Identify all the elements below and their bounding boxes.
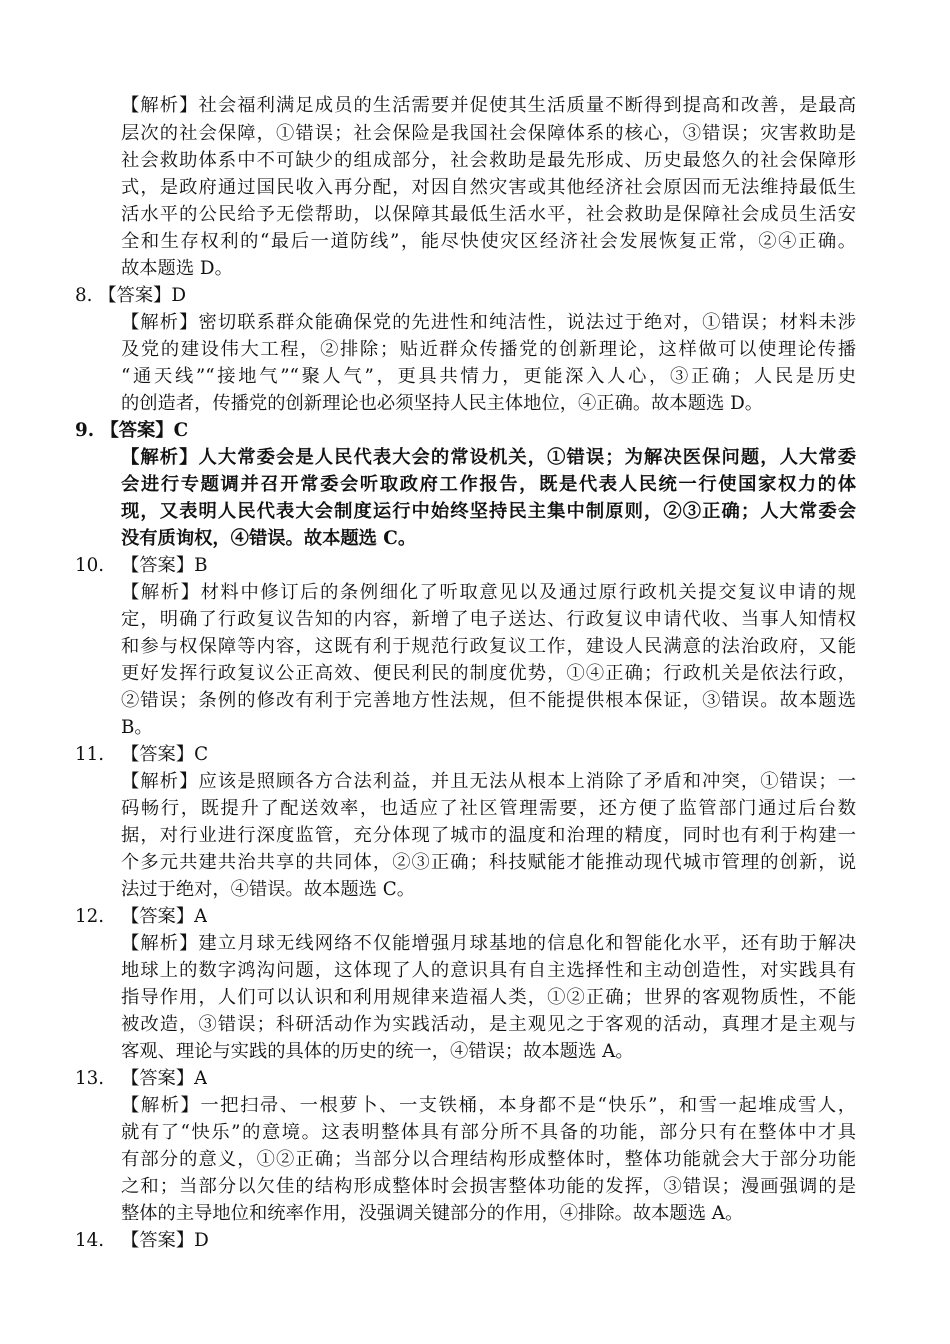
- item-10-analysis-line: 定，明确了行政复议告知的内容，新增了电子送达、行政复议申请代收、当事人知情权: [121, 609, 856, 630]
- item-11-number: 11.: [75, 744, 105, 765]
- item-7-analysis-line: 【解析】社会福利满足成员的生活需要并促使其生活质量不断得到提高和改善，是最高: [121, 95, 856, 116]
- item-9-analysis-line: 没有质询权，④错误。故本题选 C。: [121, 528, 417, 549]
- item-12-analysis-line: 被改造，③错误；科研活动作为实践活动，是主观见之于客观的活动，真理才是主观与: [121, 1014, 856, 1035]
- item-12-analysis-line: 客观、理论与实践的具体的历史的统一，④错误；故本题选 A。: [121, 1041, 634, 1062]
- item-9-analysis-line: 现，又表明人民代表大会制度运行中始终坚持民主集中制原则，②③正确；人大常委会: [121, 501, 856, 522]
- item-9-answer-header: 9. 【答案】C: [75, 420, 189, 441]
- item-13-answer: 【答案】A: [121, 1068, 208, 1089]
- item-7-analysis-line: 式，是政府通过国民收入再分配，对因自然灾害或其他经济社会原因而无法维持最低生: [121, 177, 856, 198]
- item-14-number: 14.: [75, 1230, 105, 1251]
- item-11-analysis-line: 码畅行，既提升了配送效率，也适应了社区管理需要，还方便了监管部门通过后台数: [121, 798, 856, 819]
- item-8-answer-header: 8. 【答案】D: [75, 285, 187, 306]
- item-8-analysis-line: 及党的建设伟大工程，②排除；贴近群众传播党的创新理论，这样做可以使理论传播: [121, 339, 856, 360]
- item-13-number: 13.: [75, 1068, 105, 1089]
- item-12-analysis-line: 指导作用，人们可以认识和利用规律来造福人类，①②正确；世界的客观物质性，不能: [121, 987, 856, 1008]
- item-8-analysis-line: “通天线”“接地气”“聚人气”，更具共情力，更能深入人心，③正确；人民是历史: [121, 366, 856, 387]
- item-10-answer: 【答案】B: [121, 555, 208, 576]
- item-12-answer: 【答案】A: [121, 906, 208, 927]
- item-13-analysis-line: 【解析】一把扫帚、一根萝卜、一支铁桶，本身都不是“快乐”，和雪一起堆成雪人，: [121, 1095, 856, 1116]
- item-8-analysis-line: 【解析】密切联系群众能确保党的先进性和纯洁性，说法过于绝对，①错误；材料未涉: [121, 312, 856, 333]
- item-12-analysis-line: 【解析】建立月球无线网络不仅能增强月球基地的信息化和智能化水平，还有助于解决: [121, 933, 856, 954]
- item-9-analysis-line: 【解析】人大常委会是人民代表大会的常设机关，①错误；为解决医保问题，人大常委: [121, 447, 856, 468]
- item-13-analysis-line: 之和；当部分以欠佳的结构形成整体时会损害整体功能的发挥，③错误；漫画强调的是: [121, 1176, 856, 1197]
- item-11-analysis-line: 【解析】应该是照顾各方合法利益，并且无法从根本上消除了矛盾和冲突，①错误；一: [121, 771, 856, 792]
- item-11-answer: 【答案】C: [121, 744, 209, 765]
- item-13-analysis-line: 整体的主导地位和统率作用，没强调关键部分的作用，④排除。故本题选 A。: [121, 1203, 744, 1224]
- item-11-analysis-line: 法过于绝对，④错误。故本题选 C。: [121, 879, 416, 900]
- item-7-analysis-line: 故本题选 D。: [121, 258, 233, 279]
- item-10-analysis-line: 【解析】材料中修订后的条例细化了听取意见以及通过原行政机关提交复议申请的规: [121, 582, 856, 603]
- item-7-analysis-line: 全和生存权利的“最后一道防线”，能尽快使灾区经济社会发展恢复正常，②④正确。: [121, 231, 856, 252]
- item-13-analysis-line: 就有了“快乐”的意境。这表明整体具有部分所不具备的功能，部分只有在整体中才具: [121, 1122, 856, 1143]
- item-10-analysis-line: 更好发挥行政复议公正高效、便民利民的制度优势，①④正确；行政机关是依法行政，: [121, 663, 856, 684]
- item-10-analysis-line: ②错误；条例的修改有利于完善地方性法规，但不能提供根本保证，③错误。故本题选: [121, 690, 856, 711]
- item-7-analysis-line: 活水平的公民给予无偿帮助，以保障其最低生活水平，社会救助是保障社会成员生活安: [121, 204, 856, 225]
- item-7-analysis-line: 社会救助体系中不可缺少的组成部分，社会救助是最先形成、历史最悠久的社会保障形: [121, 150, 856, 171]
- item-12-number: 12.: [75, 906, 105, 927]
- item-7-analysis-line: 层次的社会保障，①错误；社会保险是我国社会保障体系的核心，③错误；灾害救助是: [121, 123, 856, 144]
- item-13-analysis-line: 有部分的意义，①②正确；当部分以合理结构形成整体时，整体功能就会大于部分功能: [121, 1149, 856, 1170]
- item-10-analysis-line: B。: [121, 717, 153, 738]
- item-11-analysis-line: 据，对行业进行深度监管，充分体现了城市的温度和治理的精度，同时也有利于构建一: [121, 825, 856, 846]
- item-9-analysis-line: 会进行专题调并召开常委会听取政府工作报告，既是代表人民统一行使国家权力的体: [121, 474, 856, 495]
- item-10-number: 10.: [75, 555, 105, 576]
- item-12-analysis-line: 地球上的数字鸿沟问题，这体现了人的意识具有自主选择性和主动创造性，对实践具有: [121, 960, 856, 981]
- item-8-analysis-line: 的创造者，传播党的创新理论也必须坚持人民主体地位，④正确。故本题选 D。: [121, 393, 764, 414]
- item-10-analysis-line: 和参与权保障等内容，这既有利于规范行政复议工作，建设人民满意的法治政府，又能: [121, 636, 856, 657]
- item-14-answer: 【答案】D: [121, 1230, 209, 1251]
- item-11-analysis-line: 个多元共建共治共享的共同体，②③正确；科技赋能才能推动现代城市管理的创新，说: [121, 852, 856, 873]
